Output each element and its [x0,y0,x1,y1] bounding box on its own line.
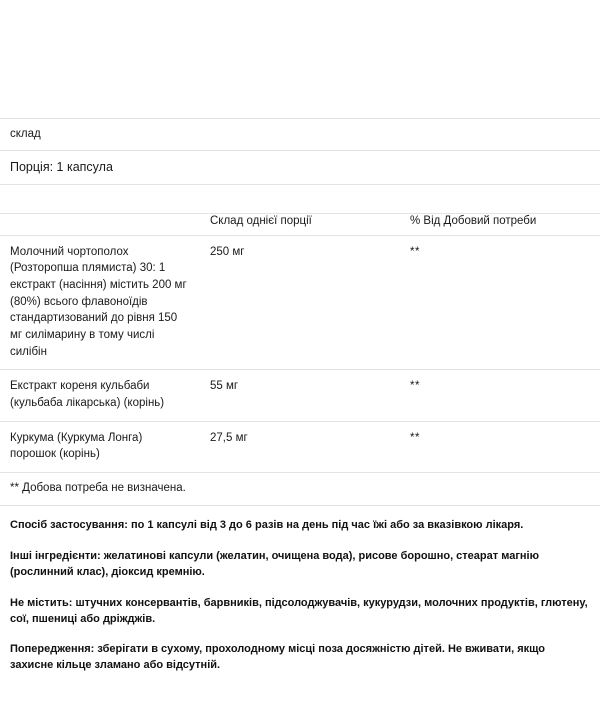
table-row [0,421,600,472]
supplement-facts-table [0,118,600,506]
supplement-facts-page [0,118,600,718]
serving-size-label: Порція: 1 капсула [0,150,600,184]
table-row [0,235,600,370]
column-header-name [0,213,200,235]
table-row [0,370,600,421]
table-row-column-headers [0,213,600,235]
daily-value-footnote: ** Добова потреба не визначена. [0,473,600,506]
ingredient-name: Екстракт кореня кульбаби (кульбаба лікарська) (корінь) [0,370,200,421]
table-row-footnote [0,473,600,506]
column-header-daily-value: % Від Добовий потреби [400,213,600,235]
directions-text: Спосіб застосування: по 1 капсулі від 3 до 6 разів на день під час їжі або за вказівкою лікаря. [10,518,524,531]
supplement-facts-heading: склад [0,119,600,151]
ingredient-name: Куркума (Куркума Лонга) порошок (корінь) [0,421,200,472]
ingredient-daily-value: ** [400,421,600,472]
spacer-cell-amount [200,184,400,213]
ingredient-amount: 27,5 мг [200,421,400,472]
table-row-serving-size [0,150,600,184]
product-information [0,518,600,675]
other-ingredients-text: Інші інгредієнти: желатинові капсули (желатин, очищена вода), рисове борошно, стеарат магнію (рослинний клас), діоксид кремнію. [10,549,539,578]
ingredient-daily-value: ** [400,370,600,421]
table-row-heading [0,119,600,151]
free-from-text: Не містить: штучних консервантів, барвників, підсолоджувачів, кукурудзи, молочних продуктів, глютену, сої, пшениці або дріжджів. [10,596,588,625]
warning-text: Попередження: зберігати в сухому, прохолодному місці поза досяжністю дітей. Не вживати, якщо захисне кільце зламано або відсутній. [10,643,546,672]
ingredient-name: Молочний чортополох (Розторопша плямиста) 30: 1 екстракт (насіння) містить 200 мг (80%) всього флавоноїдів стандартизований до рівня 150 мг силімарину в тому числі силібін [0,235,200,370]
table-row-spacer [0,184,600,213]
ingredient-daily-value: ** [400,235,600,370]
spacer-cell-name [0,184,200,213]
spacer-cell-dv [400,184,600,213]
ingredient-amount: 250 мг [200,235,400,370]
ingredient-amount: 55 мг [200,370,400,421]
column-header-amount-per-serving: Склад однієї порції [200,213,400,235]
